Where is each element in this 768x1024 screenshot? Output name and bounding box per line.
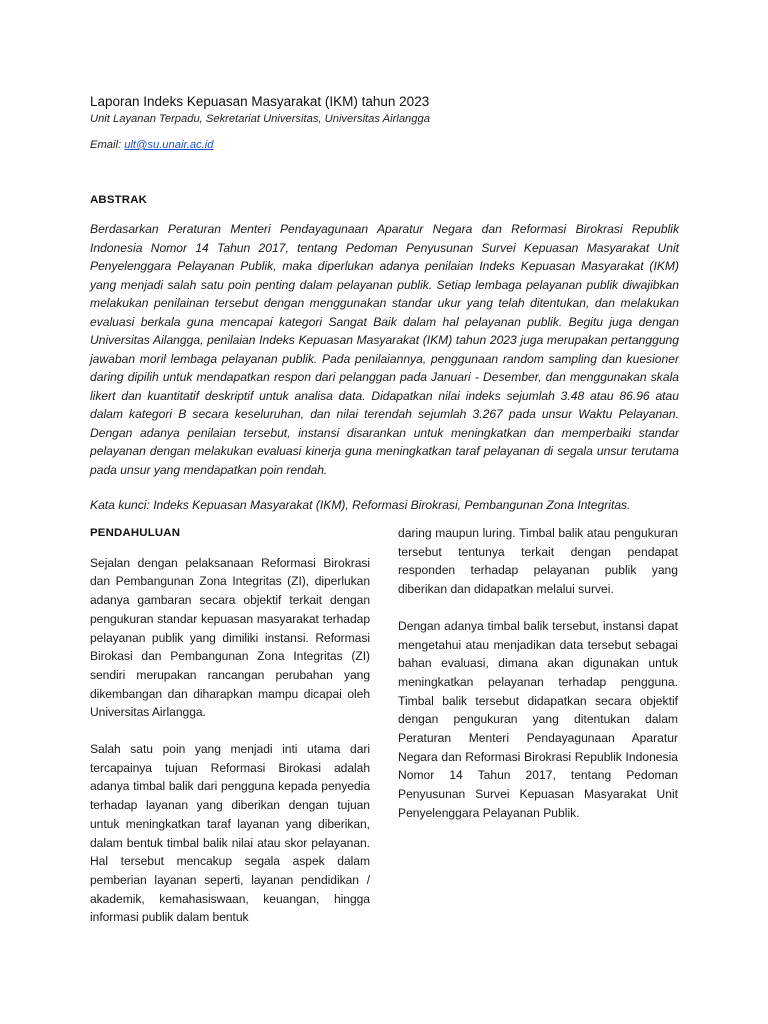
abstract-heading: ABSTRAK	[90, 194, 148, 206]
email-line	[90, 139, 690, 151]
intro-paragraph-3: daring maupun luring. Timbal balik atau pengukuran tersebut tentunya terkait dengan pendapat responden terhadap pelayanan publik yang diberikan dan didapatkan melalui survei.	[398, 526, 678, 597]
left-column	[90, 524, 370, 945]
report-title: Laporan Indeks Kepuasan Masyarakat (IKM) tahun 2023	[90, 94, 430, 109]
intro-paragraph-2: Salah satu poin yang menjadi inti utama dari tercapainya tujuan Reformasi Birokasi adalah adanya timbal balik dari pengguna kepada penyedia terhadap layanan yang diberikan dengan tujuan untuk meningkatkan taraf layanan yang diberikan, dalam bentuk timbal balik nilai atau skor pelayanan. Hal tersebut mencakup segala aspek dalam pemberian layanan seperti, layanan pendidikan / akademik, kemahasiswaan, keuangan, hingga informasi publik dalam bentuk	[90, 742, 370, 925]
intro-paragraph-4: Dengan adanya timbal balik tersebut, instansi dapat mengetahui atau menjadikan data tersebut sebagai bahan evaluasi, dimana akan digunakan untuk meningkatkan pelayanan terhadap pengguna. Timbal balik tersebut didapatkan secara objektif dengan pengukuran yang ditentukan dalam Peraturan Menteri Pendayagunaan Aparatur Negara dan Reformasi Birokrasi Republik Indonesia Nomor 14 Tahun 2017, tentang Pedoman Penyusunan Survei Kepuasan Masyarakat Unit Penyelenggara Pelayanan Publik.	[398, 618, 678, 820]
abstract-body: Berdasarkan Peraturan Menteri Pendayagunaan Aparatur Negara dan Reformasi Birokrasi Republik Indonesia Nomor 14 Tahun 2017, tentang Pedoman Penyusunan Survei Kepuasan Masyarakat Unit Penyelenggara Pelayanan Publik, maka diperlukan adanya penilaian Indeks Kepuasan Masyarakat (IKM) yang menjadi salah satu poin penting dalam pelayanan publik. Setiap lembaga pelayanan publik diwajibkan melakukan penilainan tersebut dengan menggunakan standar ukur yang telah ditentukan, dan melakukan evaluasi berkala guna mencapai kategori Sangat Baik dalam hal pelayanan publik. Begitu juga dengan Universitas Ailangga, penilaian Indeks Kepuasan Masyarakat (IKM) tahun 2023 juga merupakan pertanggung jawaban moril lembaga pelayanan publik. Pada penilaiannya, penggunaan random sampling dan kuesioner daring dipilih untuk mendapatkan respon dari pelanggan pada Januari - Desember, dan menggunakan skala likert dan kuantitatif deskriptif untuk analisa data. Didapatkan nilai indeks sejumlah 3.48 atau 86.96 atau dalam kategori B secara keseluruhan, dan nilai terendah sejumlah 3.267 pada unsur Waktu Pelayanan. Dengan adanya penilaian tersebut, instansi disarankan untuk meningkatkan dan memperbaiki standar pelayanan dengan melakukan evaluasi kinerja guna meningkatkan taraf pelayanan di segala unsur terutama pada unsur yang mendapatkan poin rendah.	[90, 222, 679, 477]
report-subtitle: Unit Layanan Terpadu, Sekretariat Universitas, Universitas Airlangga	[90, 113, 430, 125]
introduction-heading: PENDAHULUAN	[90, 527, 181, 539]
intro-paragraph-1: Sejalan dengan pelaksanaan Reformasi Birokrasi dan Pembangunan Zona Integritas (ZI), diperlukan adanya gambaran secara objektif terkait dengan pengukuran standar kepuasan masyarakat terhadap pelayanan publik yang dimiliki instansi. Reformasi Birokasi dan Pembangunan Zona Integritas (ZI) sendiri merupakan rancangan perubahan yang dikembangan dan diharapkan mampu dicapai oleh Universitas Airlangga.	[90, 555, 370, 720]
email-label: Email:	[90, 139, 125, 151]
keywords: Kata kunci: Indeks Kepuasan Masyarakat (IKM), Reformasi Birokrasi, Pembangunan Zona Integritas.	[90, 498, 631, 512]
right-column	[398, 524, 678, 841]
email-link[interactable]: ult@su.unair.ac.id	[124, 139, 214, 151]
